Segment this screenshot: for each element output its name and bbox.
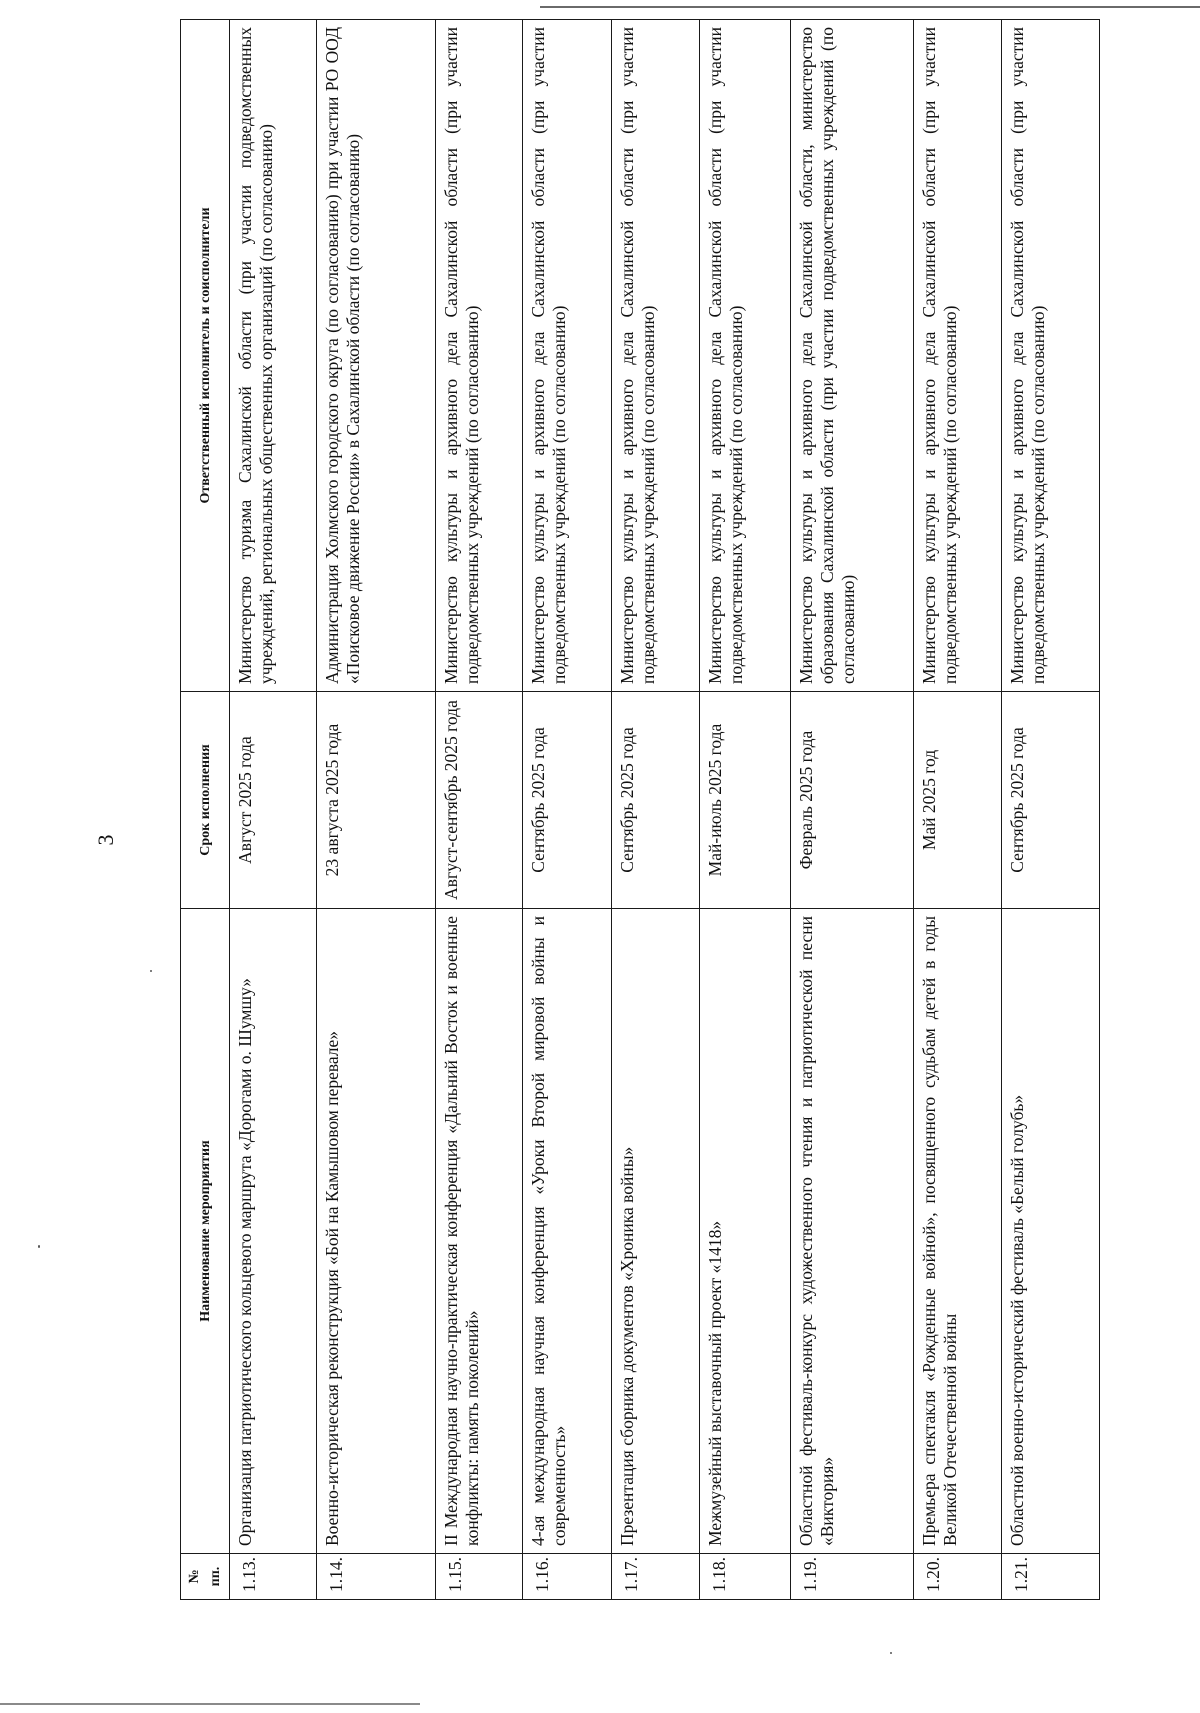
row-number: 1.15. xyxy=(436,1554,523,1600)
table-row xyxy=(913,20,1002,1600)
row-number: 1.21. xyxy=(1002,1554,1100,1600)
page-number: 3 xyxy=(93,834,118,846)
event-deadline: Май 2025 год xyxy=(913,692,1002,909)
row-number: 1.18. xyxy=(700,1554,791,1600)
event-deadline: 23 августа 2025 года xyxy=(316,692,436,909)
event-name: Межмузейный выставочный проект «1418» xyxy=(700,909,791,1554)
event-responsible: Министерство туризма Сахалинской области (при участии подведомственных учреждений, региональных общественных организаций (по согласованию) xyxy=(230,20,317,692)
table-row xyxy=(611,20,700,1600)
event-responsible: Министерство культуры и архивного дела Сахалинской области (при участии подведомственных учреждений (по согласованию) xyxy=(611,20,700,692)
event-name: Организация патриотического кольцевого маршрута «Дорогами о. Шумшу» xyxy=(230,909,317,1554)
event-name: Областной фестиваль-конкурс художественного чтения и патриотической песни «Виктория» xyxy=(791,909,913,1554)
event-responsible: Министерство культуры и архивного дела Сахалинской области (при участии подведомственных учреждений (по согласованию) xyxy=(436,20,523,692)
header-deadline: Срок исполнения xyxy=(181,692,230,909)
row-number: 1.13. xyxy=(230,1554,317,1600)
event-deadline: Август-сентябрь 2025 года xyxy=(436,692,523,909)
event-deadline: Сентябрь 2025 года xyxy=(1002,692,1100,909)
event-responsible: Министерство культуры и архивного дела Сахалинской области, министерство образования Сахалинской области (при участии подведомственных учреждений (по согласованию) xyxy=(791,20,913,692)
scan-speck xyxy=(38,1245,40,1248)
event-responsible: Министерство культуры и архивного дела Сахалинской области (при участии подведомственных учреждений (по согласованию) xyxy=(522,20,611,692)
row-number: 1.14. xyxy=(316,1554,436,1600)
event-deadline: Май-июль 2025 года xyxy=(700,692,791,909)
row-number: 1.20. xyxy=(913,1554,1002,1600)
event-deadline: Сентябрь 2025 года xyxy=(522,692,611,909)
event-deadline: Февраль 2025 года xyxy=(791,692,913,909)
event-name: Областной военно-исторический фестиваль «Белый голубь» xyxy=(1002,909,1100,1554)
event-name: Военно-историческая реконструкция «Бой на Камышовом перевале» xyxy=(316,909,436,1554)
scan-speck xyxy=(150,970,152,972)
scan-speck xyxy=(890,1652,892,1654)
row-number: 1.16. xyxy=(522,1554,611,1600)
event-responsible: Министерство культуры и архивного дела Сахалинской области (при участии подведомственных учреждений (по согласованию) xyxy=(1002,20,1100,692)
table-row xyxy=(230,20,317,1600)
header-number: № пп. xyxy=(181,1554,230,1600)
header-responsible: Ответственный исполнитель и соисполнители xyxy=(181,20,230,692)
scan-bottom-rule xyxy=(0,1703,420,1705)
header-event-name: Наименование мероприятия xyxy=(181,909,230,1554)
table-row xyxy=(791,20,913,1600)
event-deadline: Сентябрь 2025 года xyxy=(611,692,700,909)
table-row xyxy=(1002,20,1100,1600)
table-row xyxy=(700,20,791,1600)
event-name: 4-ая международная научная конференция «Уроки Второй мировой войны и современность» xyxy=(522,909,611,1554)
row-number: 1.17. xyxy=(611,1554,700,1600)
table-header-row xyxy=(181,20,230,1600)
rotated-table-wrapper xyxy=(180,20,1100,1600)
event-deadline: Август 2025 года xyxy=(230,692,317,909)
event-responsible: Министерство культуры и архивного дела Сахалинской области (при участии подведомственных учреждений (по согласованию) xyxy=(700,20,791,692)
event-responsible: Администрация Холмского городского округа (по согласованию) при участии РО ООД «Поисковое движение России» в Сахалинской области (по согласованию) xyxy=(316,20,436,692)
event-name: Премьера спектакля «Рожденные войной», посвященного судьбам детей в годы Великой Отечественной войны xyxy=(913,909,1002,1554)
event-name: II Международная научно-практическая конференция «Дальний Восток и военные конфликты: память поколений» xyxy=(436,909,523,1554)
scan-top-rule xyxy=(540,6,1200,8)
table-row xyxy=(522,20,611,1600)
table-row xyxy=(316,20,436,1600)
event-name: Презентация сборника документов «Хроника войны» xyxy=(611,909,700,1554)
table-row xyxy=(436,20,523,1600)
event-responsible: Министерство культуры и архивного дела Сахалинской области (при участии подведомственных учреждений (по согласованию) xyxy=(913,20,1002,692)
events-table xyxy=(180,19,1100,1600)
row-number: 1.19. xyxy=(791,1554,913,1600)
